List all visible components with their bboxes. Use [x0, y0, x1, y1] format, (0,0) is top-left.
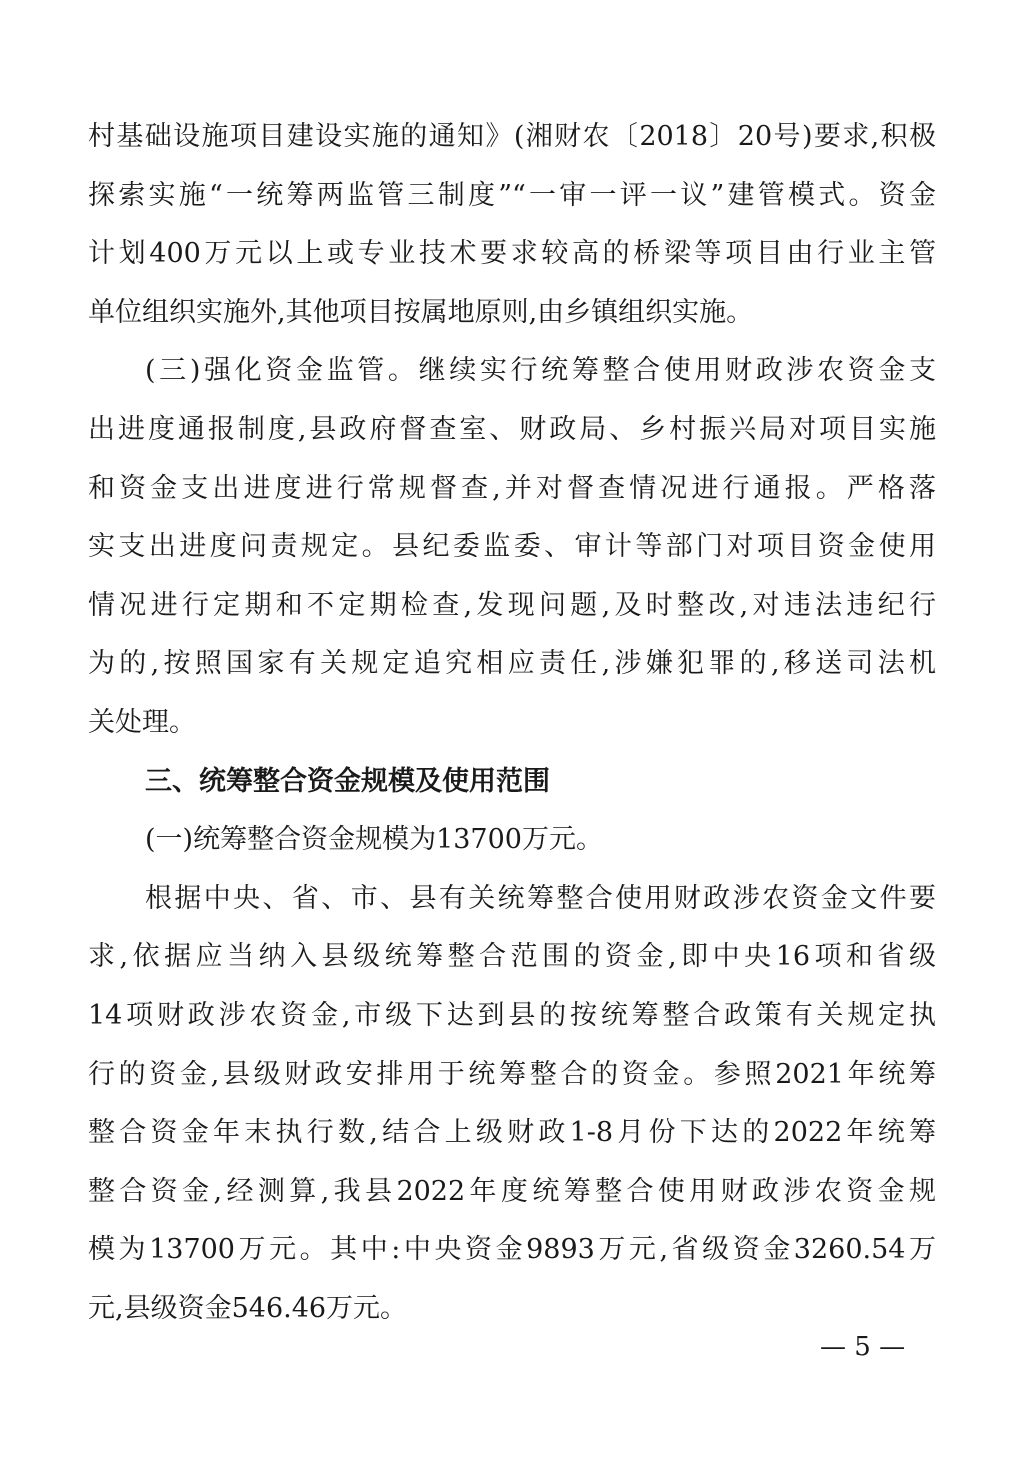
- paragraph-line: 关处理。: [88, 706, 196, 738]
- paragraph-line: 单位组织实施外,其他项目按属地原则,由乡镇组织实施。: [88, 296, 754, 328]
- paragraph-line: 计划400万元以上或专业技术要求较高的桥梁等项目由行业主管: [88, 238, 936, 270]
- paragraph-line: 为的,按照国家有关规定追究相应责任,涉嫌犯罪的,移送司法机: [88, 648, 936, 680]
- paragraph-line: 村基础设施项目建设实施的通知》(湘财农〔2018〕20号)要求,积极: [88, 121, 936, 152]
- paragraph-line: 出进度通报制度,县政府督查室、财政局、乡村振兴局对项目实施: [88, 413, 936, 445]
- paragraph-line: 元,县级资金546.46万元。: [88, 1292, 408, 1324]
- paragraph-line: 情况进行定期和不定期检查,发现问题,及时整改,对违法违纪行: [88, 589, 936, 621]
- paragraph-line: 和资金支出进度进行常规督查,并对督查情况进行通报。严格落: [88, 472, 936, 504]
- paragraph-line: 根据中央、省、市、县有关统筹整合使用财政涉农资金文件要: [145, 882, 936, 914]
- section-heading: 三、统筹整合资金规模及使用范围: [145, 765, 550, 797]
- paragraph-line: 整合资金,经测算,我县2022年度统筹整合使用财政涉农资金规: [88, 1175, 936, 1207]
- subsection-heading: (一)统筹整合资金规模为13700万元。: [145, 824, 603, 856]
- paragraph-line: 14项财政涉农资金,市级下达到县的按统筹整合政策有关规定执: [88, 999, 936, 1031]
- paragraph-line: 行的资金,县级财政安排用于统筹整合的资金。参照2021年统筹: [88, 1058, 936, 1090]
- paragraph-line: 探索实施“一统筹两监管三制度”“一审一评一议”建管模式。资金: [88, 179, 936, 211]
- paragraph-line: 整合资金年末执行数,结合上级财政1-8月份下达的2022年统筹: [88, 1117, 936, 1149]
- paragraph-line: 模为13700万元。其中:中央资金9893万元,省级资金3260.54万: [88, 1234, 936, 1266]
- paragraph-line: 求,依据应当纳入县级统筹整合范围的资金,即中央16项和省级: [88, 941, 936, 973]
- page-number: — 5 —: [820, 1332, 906, 1362]
- document-body: [88, 108, 936, 1338]
- paragraph-line: 实支出进度问责规定。县纪委监委、审计等部门对项目资金使用: [88, 531, 936, 563]
- paragraph-line: (三)强化资金监管。继续实行统筹整合使用财政涉农资金支: [145, 355, 936, 387]
